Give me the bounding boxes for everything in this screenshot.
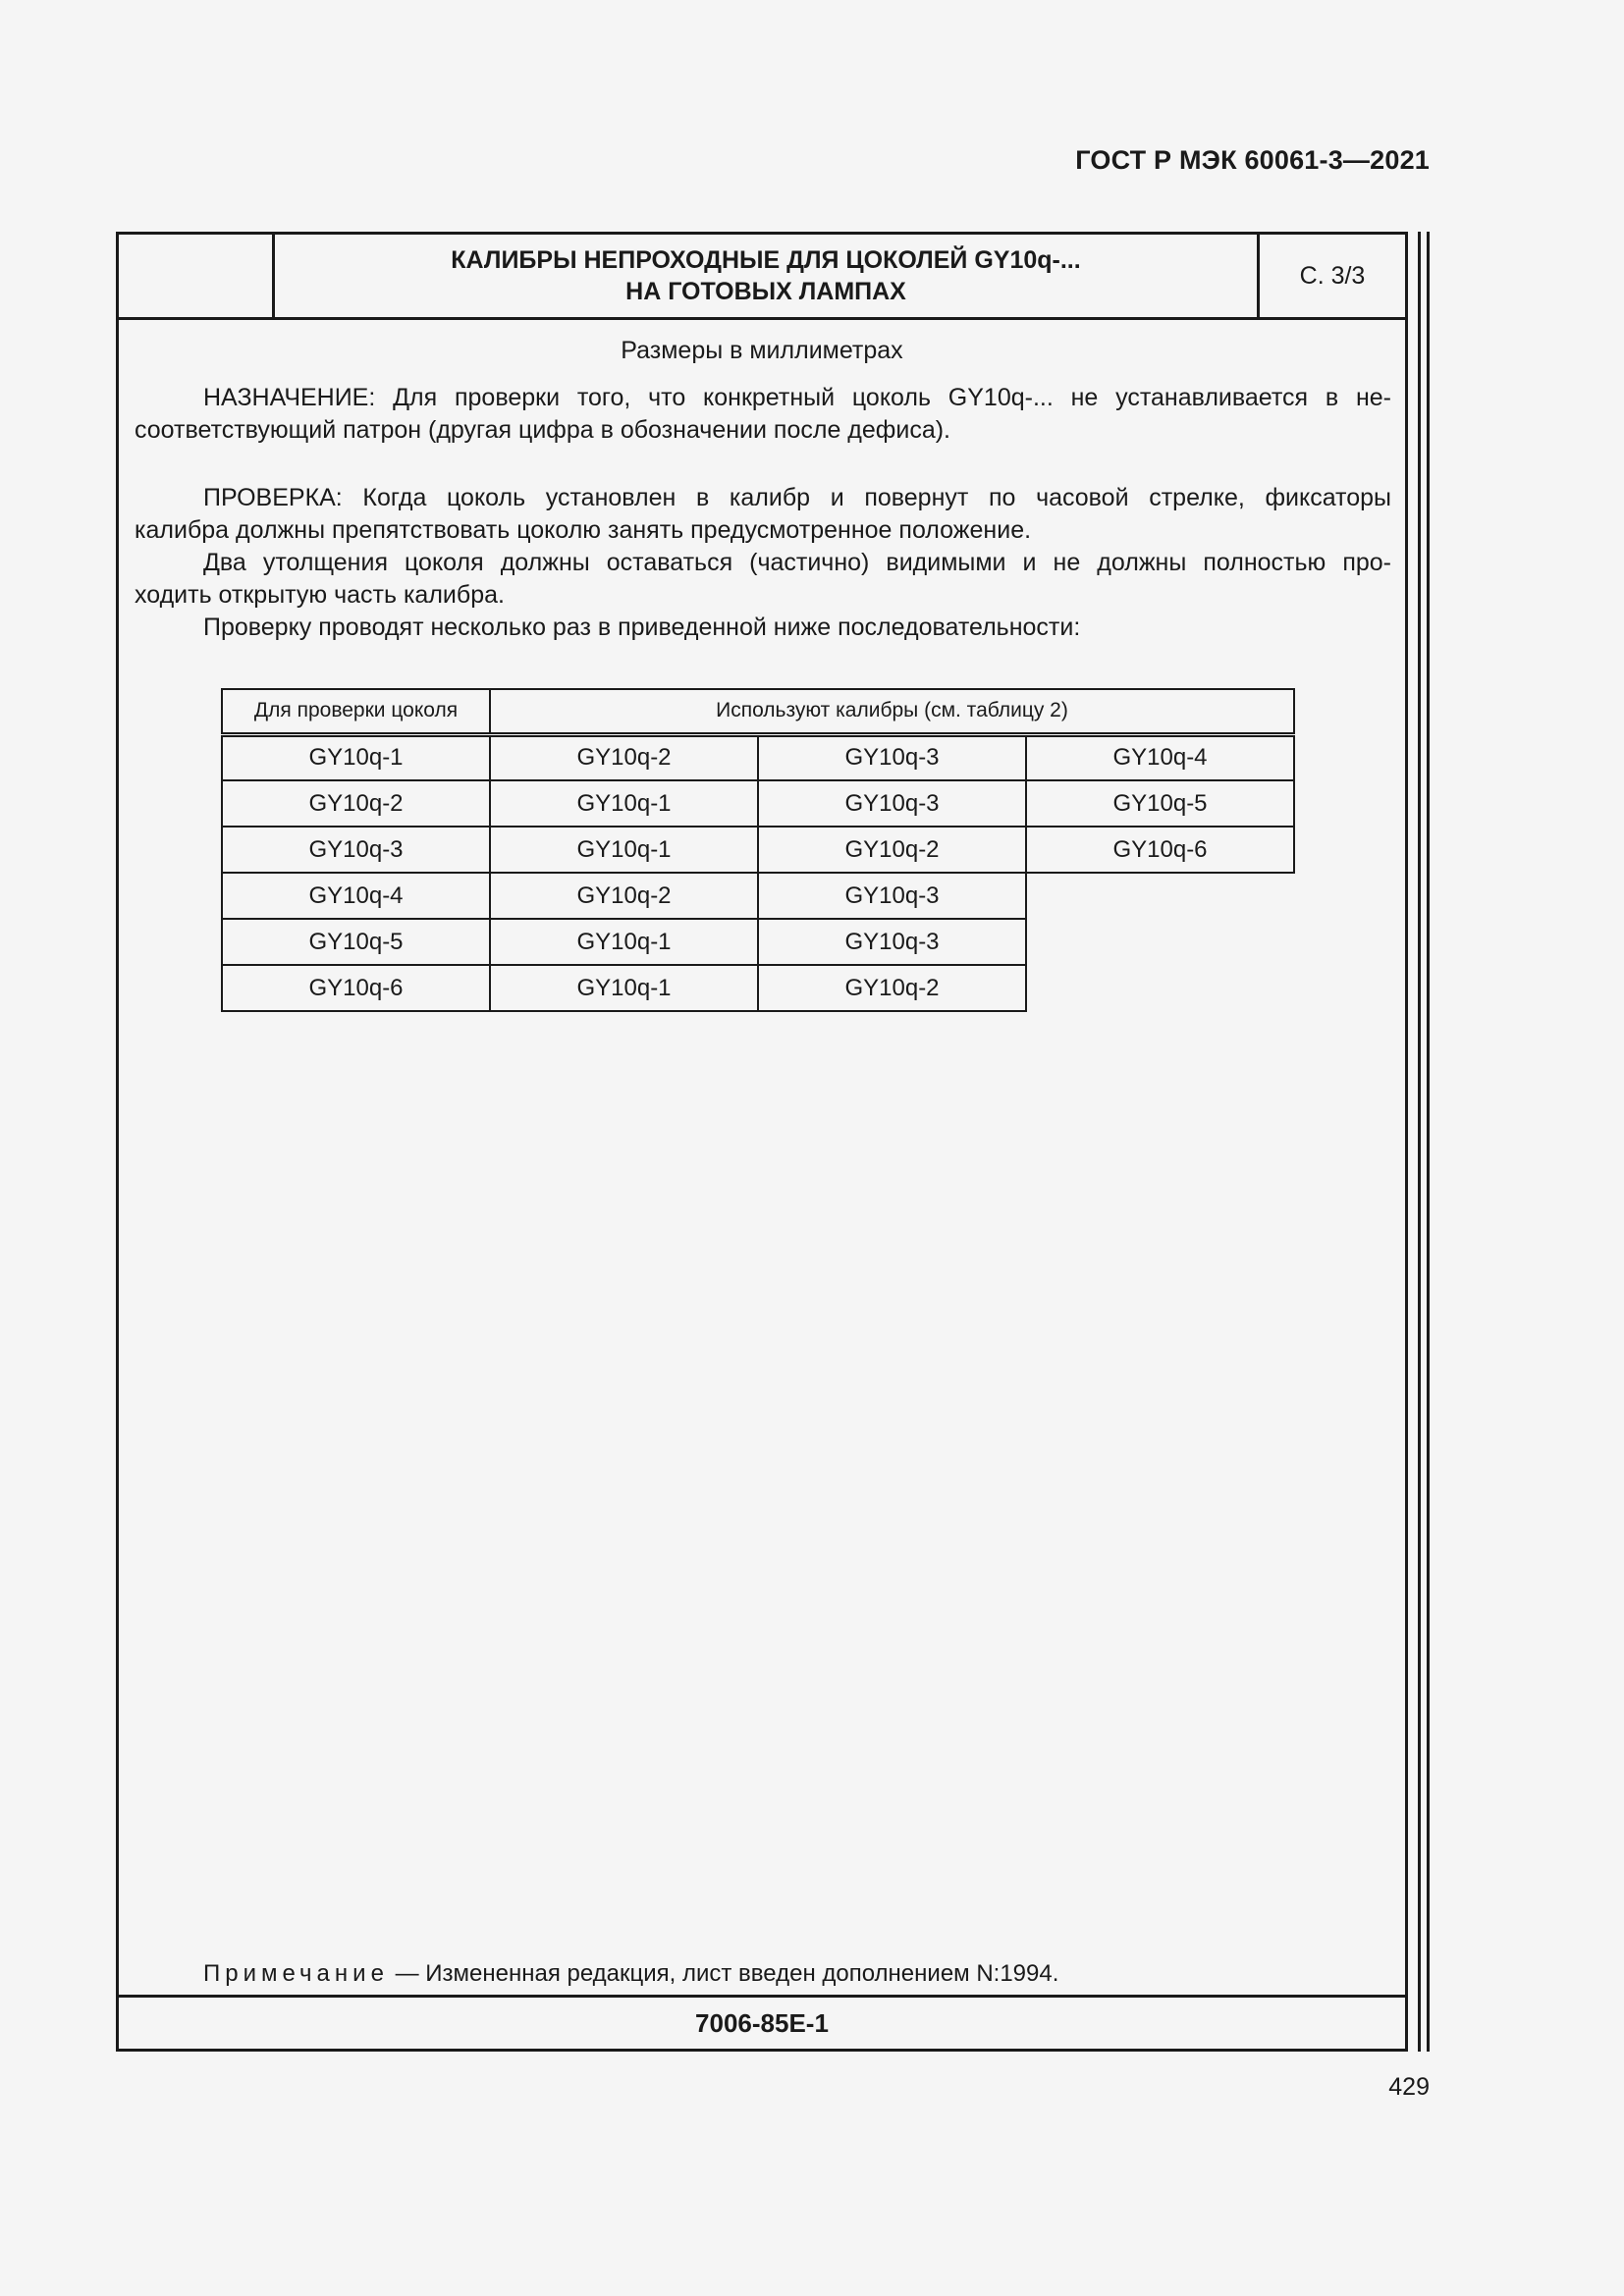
check-line-2: калибра должны препятствовать цоколю занять предусмотренное положение.: [135, 516, 1032, 544]
purpose-line-1: НАЗНАЧЕНИЕ: Для проверки того, что конкретный цоколь GY10q-... не устанавливается в не-: [203, 384, 1391, 411]
check-paragraph: [135, 482, 1391, 547]
frame-double-line: [1418, 232, 1421, 2052]
table-cell: GY10q-3: [758, 780, 1026, 827]
table-cell: GY10q-1: [490, 780, 758, 827]
table-row: [222, 873, 1294, 919]
table-row: [222, 780, 1294, 827]
page-number: 429: [1388, 2073, 1430, 2101]
table-cell: GY10q-3: [758, 919, 1026, 965]
table-cell: GY10q-1: [490, 827, 758, 873]
note: [203, 1960, 1058, 1988]
units-note: Размеры в миллиметрах: [621, 337, 903, 364]
note-text: — Измененная редакция, лист введен дополнением N:1994.: [388, 1960, 1059, 1987]
table-row: [222, 919, 1294, 965]
table-row: [222, 965, 1294, 1011]
table-cell: GY10q-4: [222, 873, 490, 919]
table-cell: GY10q-6: [1026, 827, 1294, 873]
note-label: Примечание: [203, 1960, 389, 1987]
table-empty-cell: [1026, 873, 1294, 919]
header-blank-cell: [119, 235, 275, 317]
table-row: [222, 827, 1294, 873]
table-cell: GY10q-5: [1026, 780, 1294, 827]
thickening-line-2: ходить открытую часть калибра.: [135, 581, 505, 609]
frame-double-line: [1427, 232, 1430, 2052]
table-row: [222, 734, 1294, 780]
sheet-page-indicator: С. 3/3: [1299, 261, 1366, 290]
table-cell: GY10q-1: [490, 965, 758, 1011]
gauge-sequence-table: [221, 688, 1295, 1012]
thickening-line-1: Два утолщения цоколя должны оставаться (частично) видимыми и не должны полностью про-: [203, 549, 1391, 576]
sheet-title-line2: НА ГОТОВЫХ ЛАМПАХ: [625, 278, 906, 305]
table-cell: GY10q-2: [222, 780, 490, 827]
table-cell: GY10q-3: [222, 827, 490, 873]
table-cell: GY10q-3: [758, 734, 1026, 780]
table-header-cap: Для проверки цоколя: [222, 689, 490, 734]
table-cell: GY10q-1: [490, 919, 758, 965]
table-cell: GY10q-2: [758, 827, 1026, 873]
sheet-title: [275, 235, 1260, 317]
table-cell: GY10q-2: [758, 965, 1026, 1011]
table-cell: GY10q-4: [1026, 734, 1294, 780]
standard-designation: ГОСТ Р МЭК 60061-3—2021: [1075, 145, 1430, 175]
table-empty-cell: [1026, 919, 1294, 965]
sequence-paragraph: [135, 612, 1391, 644]
table-cell: GY10q-5: [222, 919, 490, 965]
table-empty-cell: [1026, 965, 1294, 1011]
sequence-text: Проверку проводят несколько раз в приведенной ниже последовательности:: [203, 614, 1081, 641]
sheet-header: [119, 235, 1405, 320]
check-line-1: ПРОВЕРКА: Когда цоколь установлен в калибр и повернут по часовой стрелке, фиксаторы: [203, 484, 1391, 511]
thickening-paragraph: [135, 547, 1391, 612]
sheet-code: 7006-85E-1: [119, 1995, 1405, 2049]
sheet-frame: [116, 232, 1408, 2052]
table-cell: GY10q-6: [222, 965, 490, 1011]
table-cell: GY10q-2: [490, 734, 758, 780]
table-header-gauges: Используют калибры (см. таблицу 2): [490, 689, 1294, 734]
sheet-title-line1: КАЛИБРЫ НЕПРОХОДНЫЕ ДЛЯ ЦОКОЛЕЙ GY10q-...: [451, 246, 1081, 274]
table-cell: GY10q-3: [758, 873, 1026, 919]
table-cell: GY10q-1: [222, 734, 490, 780]
table-cell: GY10q-2: [490, 873, 758, 919]
purpose-paragraph: [135, 382, 1391, 447]
purpose-line-2: соответствующий патрон (другая цифра в обозначении после дефиса).: [135, 416, 950, 444]
